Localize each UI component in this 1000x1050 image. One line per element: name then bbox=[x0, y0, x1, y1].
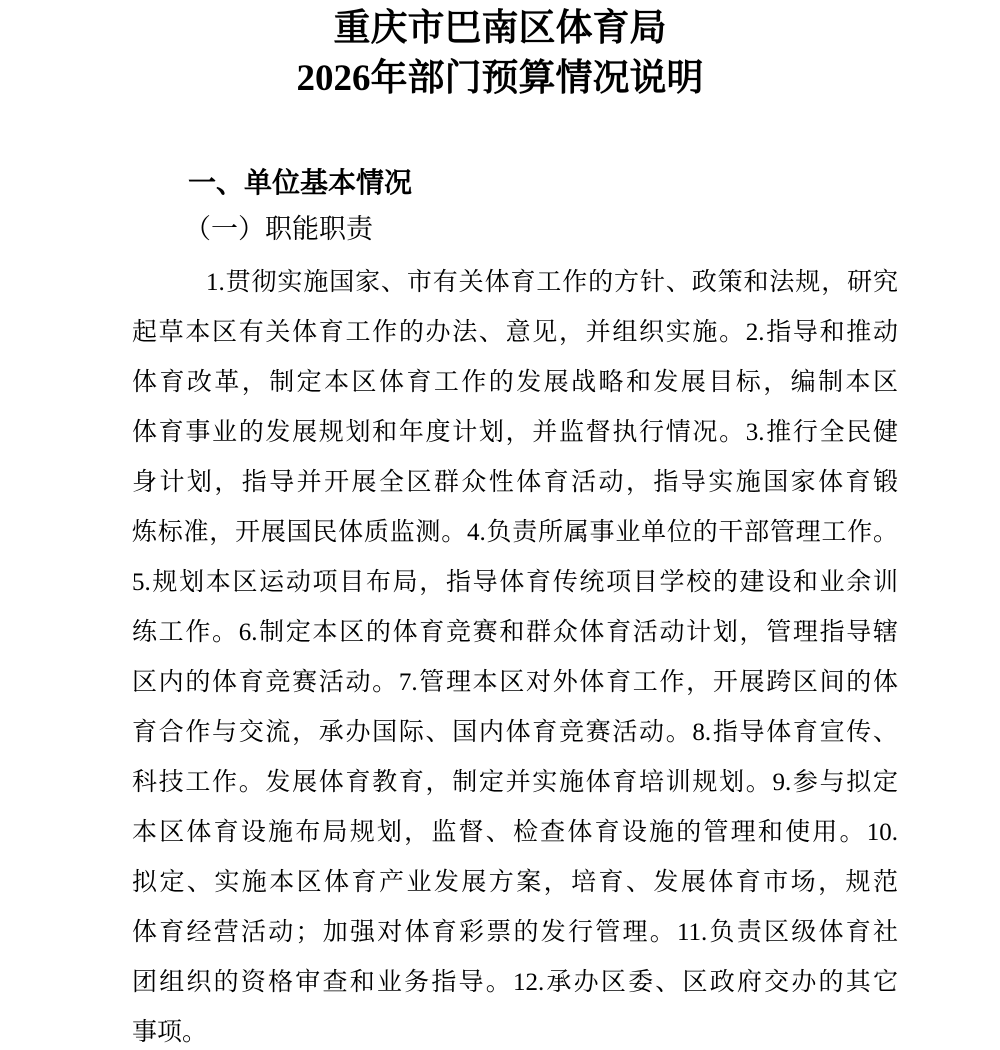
body-line: 团组织的资格审查和业务指导。12.承办区委、区政府交办的其它 bbox=[132, 969, 898, 996]
document-title-line1: 重庆市巴南区体育局 bbox=[333, 8, 667, 49]
section-heading: 一、单位基本情况 bbox=[188, 167, 413, 198]
document-title bbox=[0, 0, 1000, 104]
body-line: 身计划，指导并开展全区群众性体育活动，指导实施国家体育锻 bbox=[132, 469, 898, 496]
body-line: 练工作。6.制定本区的体育竞赛和群众体育活动计划，管理指导辖 bbox=[132, 619, 898, 646]
duties-paragraph bbox=[132, 258, 898, 1050]
body-line: 事项。 bbox=[132, 1019, 208, 1046]
document-title-line2: 2026年部门预算情况说明 bbox=[296, 58, 704, 99]
body-line: 育合作与交流，承办国际、国内体育竞赛活动。8.指导体育宣传、 bbox=[132, 719, 898, 746]
body-line: 体育经营活动；加强对体育彩票的发行管理。11.负责区级体育社 bbox=[132, 919, 898, 946]
subsection-heading: （一）职能职责 bbox=[184, 214, 373, 244]
body-line: 拟定、实施本区体育产业发展方案，培育、发展体育市场，规范 bbox=[132, 869, 898, 896]
body-line: 体育改革，制定本区体育工作的发展战略和发展目标，编制本区 bbox=[132, 369, 898, 396]
body-line: 1.贯彻实施国家、市有关体育工作的方针、政策和法规，研究 bbox=[206, 269, 898, 296]
body-line: 起草本区有关体育工作的办法、意见，并组织实施。2.指导和推动 bbox=[132, 319, 898, 346]
body-line: 区内的体育竞赛活动。7.管理本区对外体育工作，开展跨区间的体 bbox=[132, 669, 898, 696]
body-line: 本区体育设施布局规划，监督、检查体育设施的管理和使用。10. bbox=[132, 819, 898, 846]
body-line: 科技工作。发展体育教育，制定并实施体育培训规划。9.参与拟定 bbox=[132, 769, 898, 796]
body-line: 5.规划本区运动项目布局，指导体育传统项目学校的建设和业余训 bbox=[132, 569, 898, 596]
body-line: 体育事业的发展规划和年度计划，并监督执行情况。3.推行全民健 bbox=[132, 419, 898, 446]
body-line: 炼标准，开展国民体质监测。4.负责所属事业单位的干部管理工作。 bbox=[132, 519, 898, 546]
